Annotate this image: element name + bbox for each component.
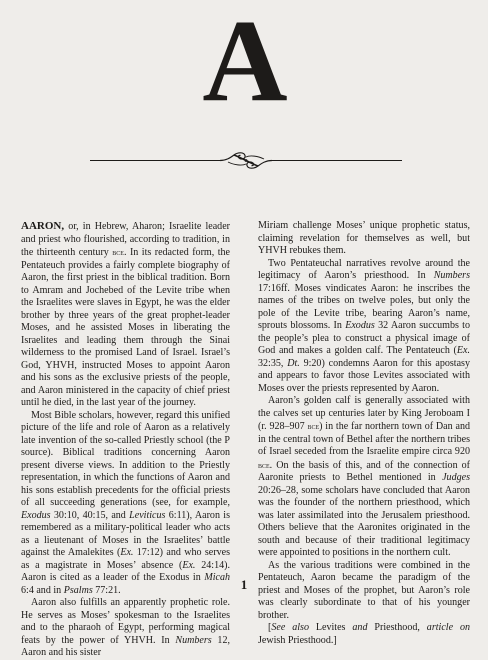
body-text: Priesthood,: [367, 622, 427, 633]
citation-text: Leviticus: [129, 509, 166, 521]
body-text: Levites: [308, 622, 353, 633]
era-abbreviation: bce: [307, 421, 320, 431]
body-text: . On the basis of this, and of the connection of Aaronite priests to Bethel mentioned in: [258, 459, 470, 483]
entry-paragraph: [258, 258, 470, 396]
body-text: Aaron also fulfills an apparently prophetic role. He serves as Moses’ spokesman to the Israelites and to the pharaoh of Egypt, performing magical feats by the power of YHVH. In: [21, 597, 230, 646]
body-text: Jewish Priesthood.]: [258, 634, 337, 646]
body-text: or, in Hebrew, Aharon; Israelite leader and priest who flourished, according to tradition, in the thirteenth century: [21, 221, 230, 258]
body-text: 24:14). Aaron is cited as a leader of the Exodus in: [21, 559, 230, 583]
body-text: 20:26–28, some scholars have concluded that Aaron was the founder of the northern priesthood, which was later assimilated into the Jerusalem priesthood. Others believe that the Aaronites originated in the south and because of their traditional legitimacy were appointed to positions in the northern cult.: [258, 484, 470, 558]
body-text: 32 Aaron succumbs to the people’s plea to construct a physical image of God and makes a golden calf. The Pentateuch (: [258, 320, 470, 356]
citation-text: See also: [271, 622, 309, 633]
body-text: 77:21.: [92, 584, 121, 596]
entry-headword: AARON,: [21, 220, 65, 232]
body-text: Miriam challenge Moses’ unique prophetic status, claiming revelation for themselves as well, but YHVH rebukes them.: [258, 220, 470, 256]
body-text: 6:11), Aaron is remembered as a military-political leader who acts as a lieutenant of Moses in the Israelites’ battle against the Amalekites (: [21, 509, 230, 558]
left-column: [21, 220, 230, 660]
ornamental-rule: [88, 140, 404, 180]
entry-paragraph: [258, 220, 470, 258]
citation-text: Ex.: [456, 345, 470, 356]
citation-text: Exodus: [345, 320, 375, 331]
citation-text: Micah: [204, 572, 230, 583]
body-text: [: [268, 622, 272, 633]
citation-text: Exodus: [21, 509, 51, 521]
body-text: 32:35,: [258, 357, 288, 369]
entry-paragraph: [21, 597, 230, 660]
entry-paragraph: [21, 220, 230, 410]
citation-text: Dt.: [287, 357, 300, 369]
body-text: 17:16ff. Moses vindicates Aaron: he inscribes the names of the tribes on twelve poles, but only the pole of the Levite tribe, bearing Aaron’s name, sprouts blossoms. In: [258, 282, 470, 331]
citation-text: Ex.: [182, 559, 196, 571]
body-text: . In its redacted form, the Pentateuch provides a fairly complete biography of Aaron, the first priest in the biblical tradition. Born to Amram and Jochebed of the Levite tribe when the Israelites were slaves in Egypt, he was the elder brother by three years of the great prophet-leader Moses, and he assisted Moses in liberating the Israelites and leading them through the Sinai wilderness to the promised Land of Israel. Israel’s God, YHVH, instructed Moses to appoint Aaron and his sons as the exclusive priests of the people, and Aaron ministered in the capacity of chief priest until he died, in the last year of the journey.: [21, 247, 230, 408]
citation-text: Numbers: [175, 634, 212, 646]
section-letter: A: [202, 0, 286, 126]
body-text: Most Bible scholars, however, regard this unified picture of the life and role of Aaron as a relatively late invention of the so-called Priestly school (the P source). Biblical traditions concerning Aaron present diverse views. In addition to the Priestly representation, in which the functions of Aaron and his sons establish precedents for the official priests of all succeeding generations (see, for example,: [21, 409, 230, 508]
body-text: 12, Aaron and his sister: [21, 634, 230, 658]
era-abbreviation: bce: [112, 247, 124, 257]
entry-paragraph: [258, 622, 470, 647]
entry-paragraph: [258, 395, 470, 560]
body-text: Aaron’s golden calf is generally associated with the calves set up centuries later by King Jeroboam I (r. 928–907: [258, 395, 470, 432]
era-abbreviation: bce: [258, 459, 270, 470]
citation-text: Numbers: [433, 270, 470, 281]
entry-paragraph: [21, 410, 230, 598]
body-text: 6:4 and in: [21, 584, 64, 596]
body-text: 30:10, 40:15, and: [50, 509, 130, 521]
body-text: 17:12) and who serves as a magistrate in Moses’ absence (: [21, 547, 230, 571]
body-text: 9:20) condemns Aaron for this apostasy and appears to favor those Levites associated with Moses over the priests represented by Aaron.: [258, 357, 470, 394]
citation-text: article on: [426, 622, 470, 633]
citation-text: Psalms: [63, 584, 93, 596]
body-text: ) in the far northern town of Dan and in the central town of Bethel after the northern tribes of Israel seceded from the Israelite empire circa 920: [258, 421, 470, 457]
body-text: Two Pentateuchal narratives revolve around the legitimacy of Aaron’s priesthood. In: [258, 257, 470, 281]
page-number: 1: [240, 577, 248, 592]
citation-text: Judges: [442, 472, 470, 483]
body-text: As the various traditions were combined in the Pentateuch, Aaron became the paradigm of the priest and Moses of the prophet, but Aaron’s role was clearly subordinate to that of his younger brother.: [258, 559, 470, 621]
citation-text: and: [352, 622, 368, 633]
citation-text: Ex.: [120, 547, 134, 558]
